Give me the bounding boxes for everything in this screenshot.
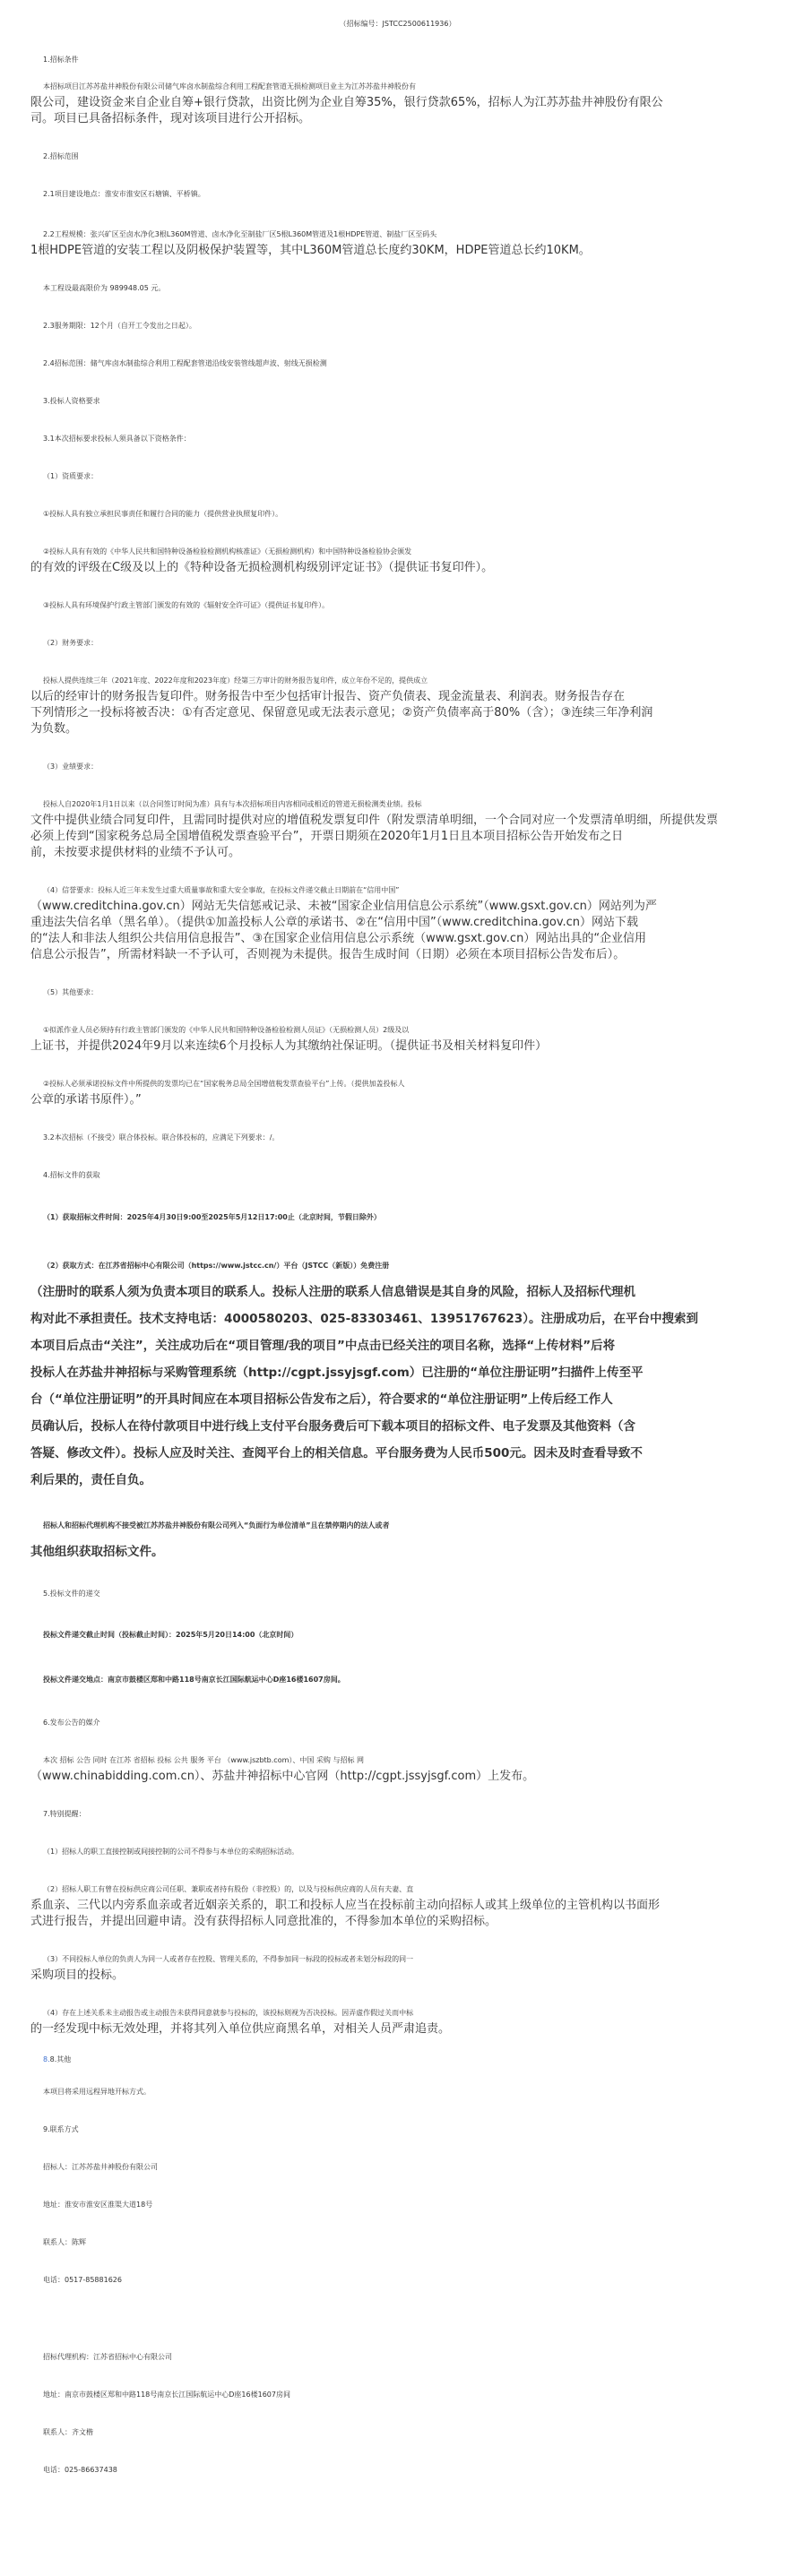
tender-code: （招标编号：JSTCC2500611936）: [339, 20, 456, 28]
paragraph-line: 式进行报告，并提出回避申请。没有获得招标人同意批准的，不得参加本单位的采购招标。: [30, 1915, 497, 1928]
bold-line: （注册时的联系人须为负责本项目的联系人。投标人注册的联系人信息错误是其自身的风险，招标人及招标代理机: [30, 1285, 635, 1299]
contact-line: 地址：淮安市淮安区淮渠大道18号: [43, 2201, 153, 2209]
bold-line: 其他组织获取招标文件。: [30, 1545, 164, 1559]
bold-line: 构对此不承担责任。技术支持电话：4000580203、025-83303461、13951767623）。注册成功后，在平台中搜索到: [30, 1312, 698, 1326]
paragraph-line: ①拟派作业人员必须持有行政主管部门颁发的《中华人民共和国特种设备检验检测人员证》（无损检测人员）2级及以: [43, 1026, 410, 1034]
contact-line: 电话：025-86637438: [43, 2466, 117, 2474]
bold-line: 投标文件递交截止时间（投标截止时间）：2025年5月20日14:00（北京时间）: [43, 1631, 298, 1639]
paragraph-line: （5）其他要求：: [43, 988, 99, 996]
paragraph-line: （www.chinabidding.com.cn）、苏盐井神招标中心官网（http://cgpt.jssyjsgf.com）上发布。: [30, 1770, 535, 1783]
paragraph-line: 公章的承诺书原件）。”: [30, 1093, 142, 1107]
contact-line: 招标人：江苏苏盐井神股份有限公司: [43, 2163, 158, 2171]
paragraph-line: 前，未按要求提供材料的业绩不予认可。: [30, 846, 241, 859]
paragraph-line: 为负数。: [30, 722, 78, 736]
contact-line: 电话：0517-85881626: [43, 2276, 122, 2284]
paragraph-line: 本次 招标 公告 同时 在江苏 省招标 投标 公共 服务 平台 （www.jszbtb.com）、中国 采购 与招标 网: [43, 1756, 365, 1764]
section-heading-9: 9.联系方式: [43, 2125, 79, 2133]
paragraph-line: （1）资质要求：: [43, 472, 99, 480]
paragraph-line: 2.3服务期限：12个月（自开工令发出之日起）。: [43, 322, 196, 330]
paragraph-line: 文件中提供业绩合同复印件，且需同时提供对应的增值税发票复印件（附发票清单明细，一个合同对应一个发票清单明细，所提供发票: [30, 814, 719, 827]
bold-line: （1）获取招标文件时间：2025年4月30日9:00至2025年5月12日17:00止（北京时间，节假日除外）: [43, 1213, 381, 1221]
paragraph-line: 3.2本次招标（不接受）联合体投标。联合体投标的，应满足下列要求：/。: [43, 1133, 280, 1142]
section-heading-8-text: 8.其他: [49, 2055, 72, 2063]
bold-line: 招标人和招标代理机构不接受被江苏苏盐井神股份有限公司列入“负面行为单位清单”且在禁停期内的法人或者: [43, 1521, 390, 1529]
section-heading-1: 1.招标条件: [43, 56, 79, 64]
paragraph-line: 2.4招标范围：储气库卤水制盐综合利用工程配套管道沿线安装管线超声波、射线无损检测: [43, 359, 327, 367]
section-heading-4: 4.招标文件的获取: [43, 1171, 100, 1179]
paragraph-line: 2.1项目建设地点：淮安市淮安区石塘镇、平桥镇。: [43, 190, 205, 198]
paragraph-line: （3）业绩要求：: [43, 762, 99, 771]
section-heading-8: [43, 2052, 778, 2067]
paragraph-line: 信息公示报告”，所需材料缺一不予认可，否则视为未提供。报告生成时间（日期）必须在本项目招标公告发布后）。: [30, 948, 626, 961]
contact-line: 招标代理机构：江苏省招标中心有限公司: [43, 2353, 172, 2361]
section-number: 8.: [43, 2055, 50, 2063]
paragraph-line: 上证书，并提供2024年9月以来连续6个月投标人为其缴纳社保证明。（提供证书及相关材料复印件）: [30, 1039, 548, 1053]
paragraph-line: 的一经发现中标无效处理，并将其列入单位供应商黑名单，对相关人员严肃追责。: [30, 2022, 451, 2036]
paragraph-line: （3）不同投标人单位的负责人为同一人或者存在控股、管理关系的，不得参加同一标段的投标或者未划分标段的同一: [43, 1955, 414, 1963]
paragraph-line: 3.1本次招标要求投标人须具备以下资格条件：: [43, 435, 191, 443]
paragraph-line: 司。项目已具备招标条件，现对该项目进行公开招标。: [30, 112, 311, 125]
price-cap-line: 本工程设最高限价为 989948.05 元。: [43, 284, 166, 292]
paragraph-line: 投标人提供连续三年（2021年度、2022年度和2023年度）经第三方审计的财务报告复印件，成立年份不足的，提供成立: [43, 676, 428, 685]
paragraph-line: （4）存在上述关系未主动报告或主动报告未获得同意就参与投标的，该投标则视为否决投标。因弄虚作假过关而中标: [43, 2009, 414, 2017]
section-heading-5: 5.投标文件的递交: [43, 1590, 100, 1598]
paragraph-line: 的“法人和非法人组织公共信用信息报告”、③在国家企业信用信息公示系统（www.gsxt.gov.cn）网站出具的“企业信用: [30, 932, 647, 945]
bold-line: 台（“单位注册证明”的开具时间应在本项目招标公告发布之后），符合要求的“单位注册证明”上传后经工作人: [30, 1392, 613, 1407]
paragraph-line: 1根HDPE管道的安装工程以及阴极保护装置等，其中L360M管道总长度约30KM，HDPE管道总长约10KM。: [30, 244, 591, 257]
bold-line: 答疑、修改文件）。投标人应及时关注、查阅平台上的相关信息。平台服务费为人民币500元。因未及时查看导致不: [30, 1446, 643, 1460]
paragraph-line: 重违法失信名单（黑名单）。（提供①加盖投标人公章的承诺书、②在“信用中国”（www.creditchina.gov.cn）网站下载: [30, 916, 639, 929]
paragraph-line: ③投标人具有环境保护行政主管部门颁发的有效的《辐射安全许可证》（提供证书复印件）。: [43, 601, 330, 609]
section-heading-2: 2.招标范围: [43, 152, 79, 160]
section-heading-7: 7.特别提醒：: [43, 1810, 86, 1818]
paragraph-line: 限公司，建设资金来自企业自筹+银行贷款，出资比例为企业自筹35%，银行贷款65%，招标人为江苏苏盐井神股份有限公: [30, 96, 663, 109]
bold-line: 投标人在苏盐井神招标与采购管理系统（http://cgpt.jssyjsgf.com）已注册的“单位注册证明”扫描件上传至平: [30, 1366, 644, 1380]
bold-line: 员确认后，投标人在待付款项目中进行线上支付平台服务费后可下载本项目的招标文件、电子发票及其他资料（含: [30, 1419, 635, 1434]
paragraph-line: 采购项目的投标。: [30, 1969, 125, 1982]
contact-line: 联系人：齐文楷: [43, 2428, 93, 2436]
contact-line: 联系人：陈辉: [43, 2238, 86, 2246]
paragraph-line: （4）信誉要求：投标人近三年未发生过重大质量事故和重大安全事故，在投标文件递交截止日期前在“信用中国”: [43, 886, 400, 894]
bold-line: 利后果的，责任自负。: [30, 1473, 151, 1487]
paragraph-line: （2）招标人职工有曾在投标供应商公司任职、兼职或者持有股份（非控股）的，以及与投标供应商的人员有夫妻、直: [43, 1885, 414, 1893]
paragraph-line: ②投标人必须承诺投标文件中所提供的发票均已在“国家税务总局全国增值税发票查验平台”上传。（提供加盖投标人: [43, 1080, 405, 1088]
paragraph-line: 系血亲、三代以内旁系血亲或者近姻亲关系的，职工和投标人应当在投标前主动向招标人或其上级单位的主管机构以书面形: [30, 1899, 661, 1912]
section-heading-3: 3.投标人资格要求: [43, 397, 100, 405]
paragraph-line: 2.2工程规模：张兴矿区至卤水净化3根L360M管道、卤水净化至制盐厂区5根L360M管道及1根HDPE管道、制盐厂区至码头: [43, 230, 437, 238]
paragraph-line: 本招标项目江苏苏盐井神股份有限公司储气库卤水制盐综合利用工程配套管道无损检测项目业主为江苏苏盐井神股份有: [43, 82, 416, 90]
paragraph-line: 的有效的评级在C级及以上的《特种设备无损检测机构级别评定证书》（提供证书复印件）。: [30, 561, 494, 574]
bold-line: （2）获取方式：在江苏省招标中心有限公司（https://www.jstcc.cn/）平台（JSTCC（新版））免费注册: [43, 1262, 390, 1270]
paragraph-line: 本项目将采用远程异地开标方式。: [43, 2088, 151, 2096]
paragraph-line: ②投标人具有有效的《中华人民共和国特种设备检验检测机构核准证》（无损检测机构）和中国特种设备检验协会颁发: [43, 547, 412, 556]
section-heading-6: 6.发布公告的媒介: [43, 1719, 100, 1727]
paragraph-line: 必须上传到“国家税务总局全国增值税发票查验平台”，开票日期须在2020年1月1日且本项目招标公告开始发布之日: [30, 830, 624, 843]
bold-line: 本项目后点击“关注”，关注成功后在“项目管理/我的项目”中点击已经关注的项目名称，选择“上传材料”后将: [30, 1339, 616, 1353]
paragraph-line: （2）财务要求：: [43, 639, 99, 647]
paragraph-line: 以后的经审计的财务报告复印件。财务报告中至少包括审计报告、资产负债表、现金流量表、利润表。财务报告存在: [30, 690, 626, 703]
paragraph-line: 下列情形之一投标将被否决：①有否定意见、保留意见或无法表示意见；②资产负债率高于80%（含）；③连续三年净利润: [30, 706, 653, 719]
paragraph-line: 投标人自2020年1月1日以来（以合同签订时间为准）具有与本次招标项目内容相同或相近的管道无损检测类业绩。投标: [43, 800, 422, 808]
bold-line: 投标文件递交地点：南京市鼓楼区郑和中路118号南京长江国际航运中心D座16楼1607房间。: [43, 1676, 345, 1684]
paragraph-line: （1）招标人的职工直接控制或间接控制的公司不得参与本单位的采购招标活动。: [43, 1848, 299, 1856]
paragraph-line: ①投标人具有独立承担民事责任和履行合同的能力（提供营业执照复印件）。: [43, 510, 283, 518]
paragraph-line: （www.creditchina.gov.cn）网站无失信惩戒记录、未被“国家企业信用信息公示系统”（www.gsxt.gov.cn）网站列为严: [30, 900, 657, 913]
contact-line: 地址：南京市鼓楼区郑和中路118号南京长江国际航运中心D座16楼1607房间: [43, 2391, 290, 2399]
